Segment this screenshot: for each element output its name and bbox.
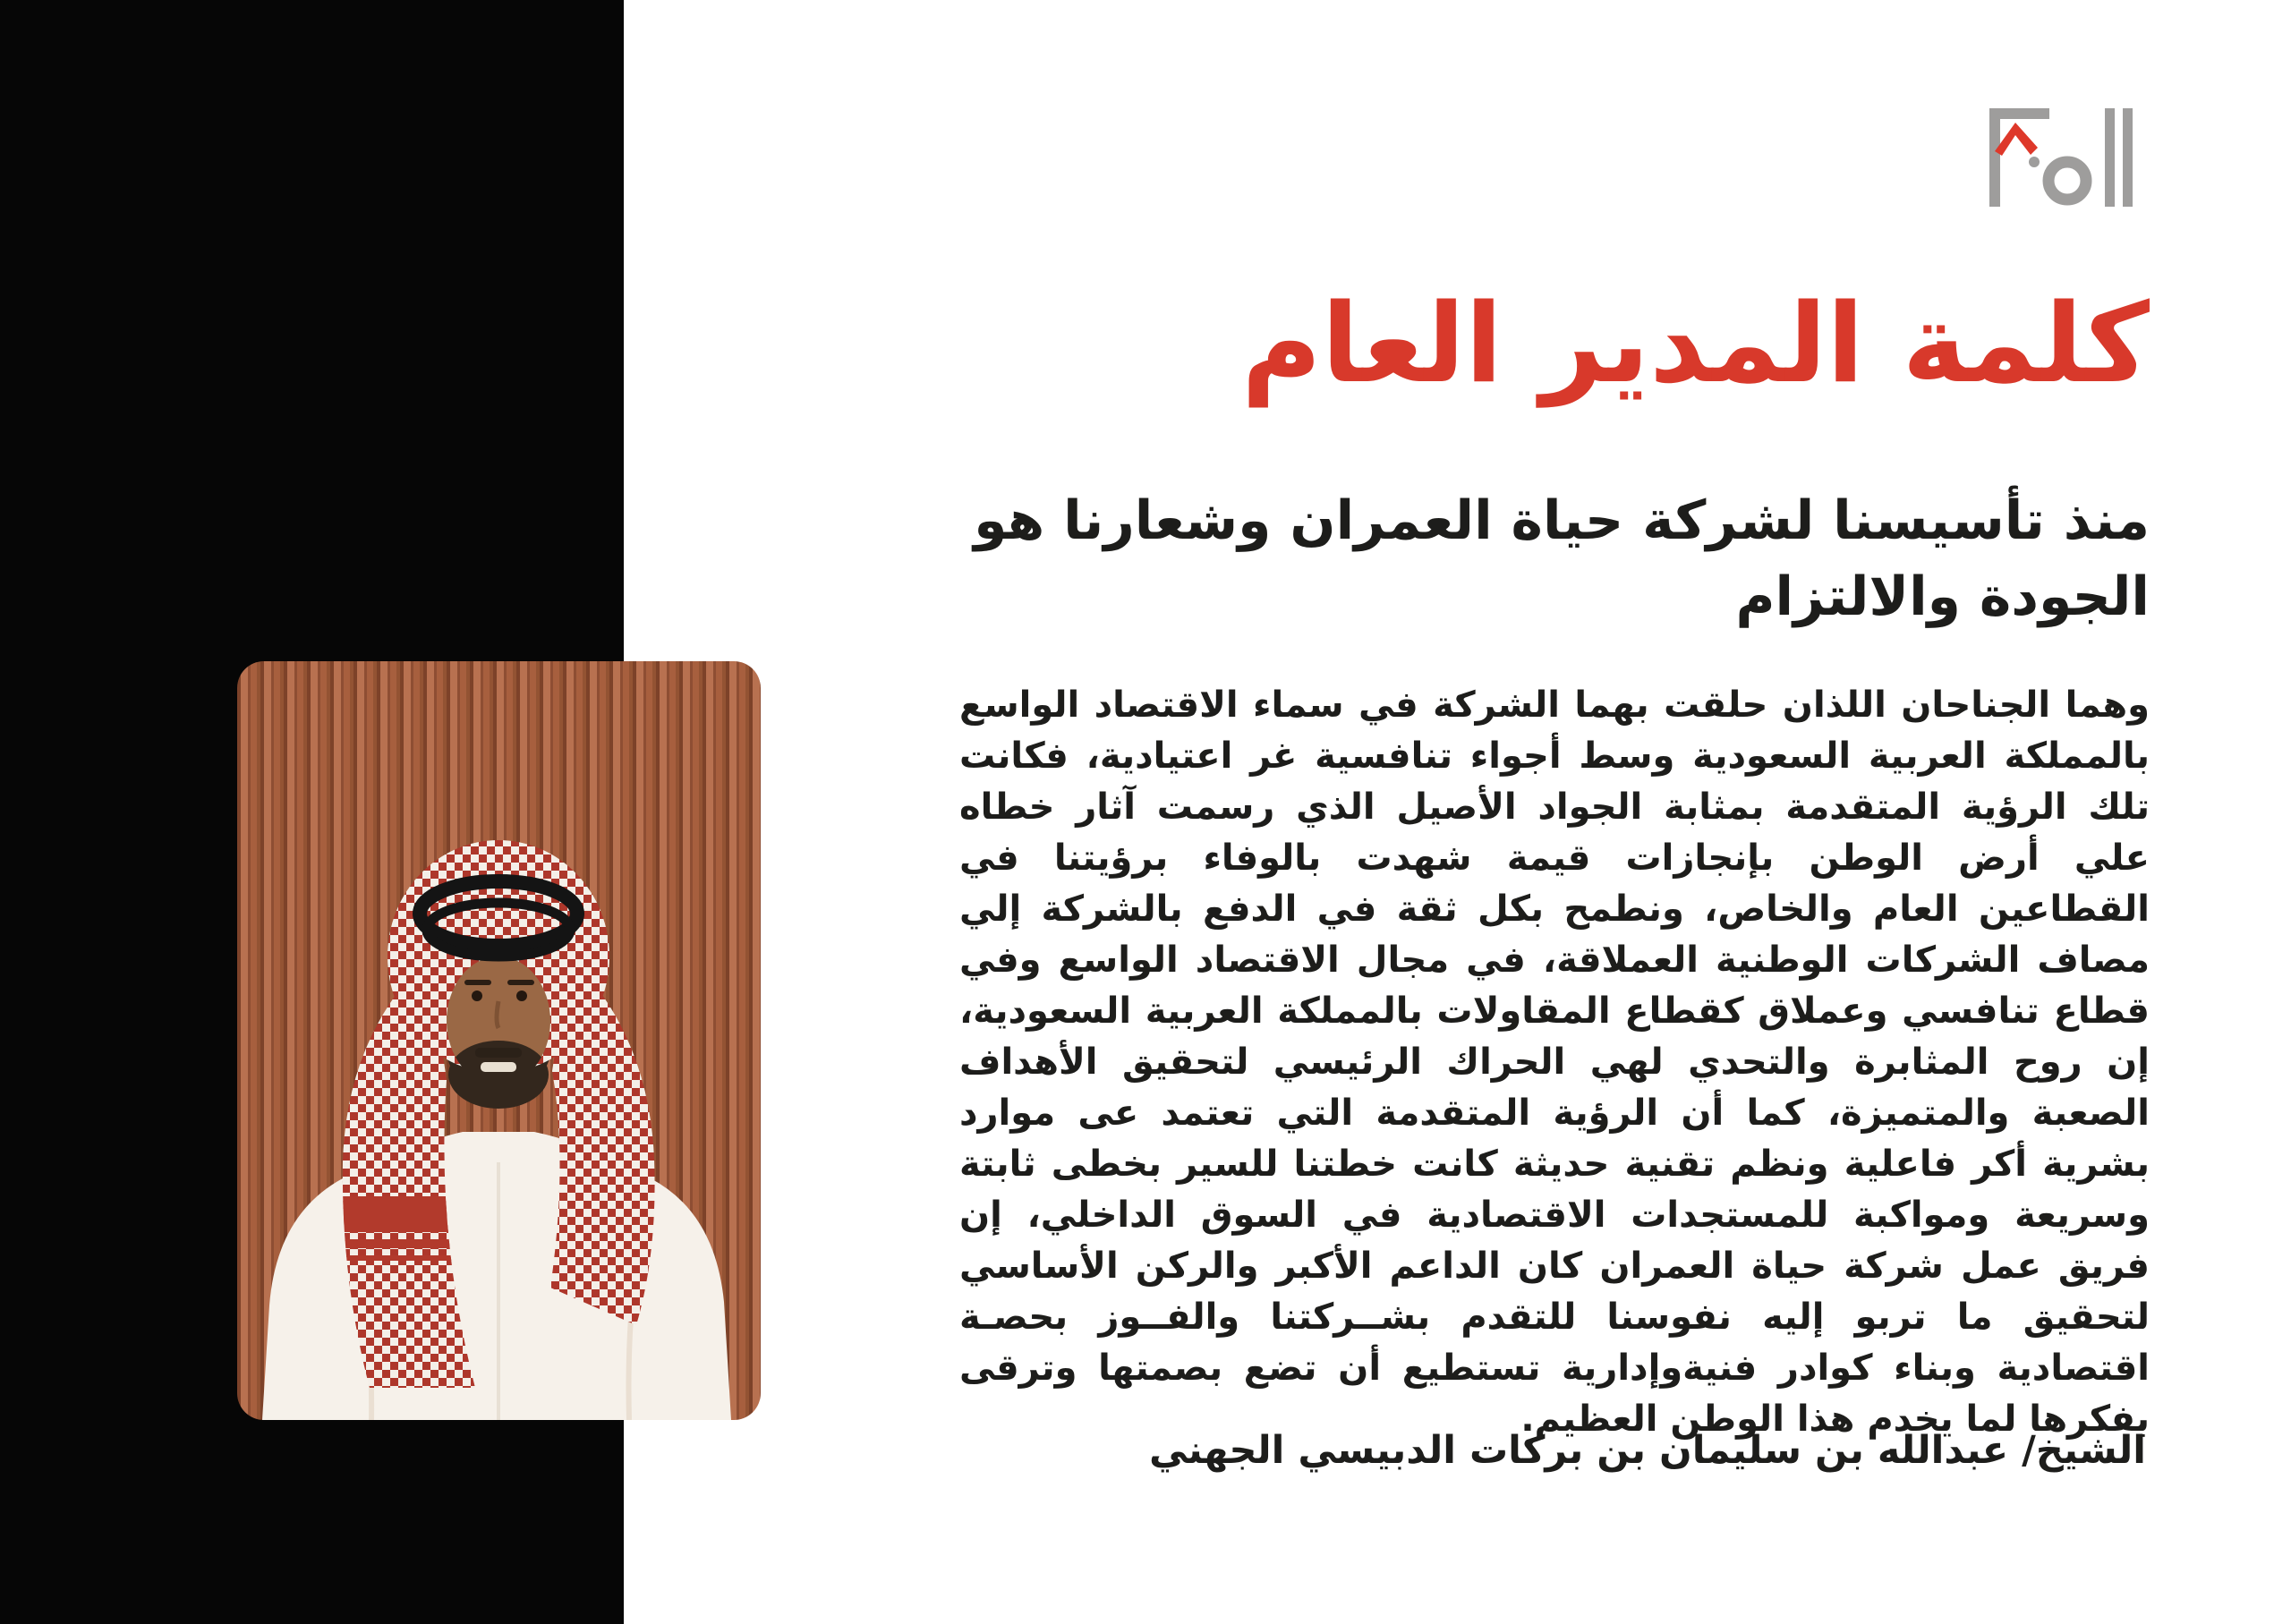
general-manager-photo xyxy=(237,661,761,1420)
logo-roof-icon xyxy=(1995,123,2038,156)
hayat-al-omran-logo xyxy=(1989,108,2133,207)
logo-graphic xyxy=(1989,108,2133,207)
page-title: كلمة المدير العام xyxy=(1241,280,2150,407)
gm-message-paragraph: وهما الجناحان اللذان حلقت بهما الشركة في سماء الاقتصاد الواسع بالمملكة العربية السعودية وسط أجواء تنافسية غر اعتيادية، فكانت تلك الرؤية المتقدمة بمثابة الجواد الأصيل الذي رسمت آثار خطاه علي أرض الوطن بإنجازات قيمة شهدت بالوفاء برؤيتنا في القطاعين العام والخاص، ونطمح بكل ثقة في الدفع بالشركة إلي مصاف الشركات الوطنية العملاقة، في مجال الاقتصاد الواسع وفي قطاع تنافسي وعملاق كقطاع المقاولات بالمملكة العربية السعودية، إن روح المثابرة والتحدي لهي الحراك الرئيسي لتحقيق الأهداف الصعبة والمتميزة، كما أن الرؤية المتقدمة التي تعتمد عى موارد بشرية أكر فاعلية ونظم تقنية حديثة كانت خطتنا للسير بخطى ثابتة وسريعة ومواكبة للمستجدات الاقتصادية في السوق الداخلي، إن فريق عمل شركة حياة العمران كان الداعم الأكبر والركن الأساسي لتحقيق ما تربو إليه نفوسنا للتقدم بشــركتنا والفــوز بحصـة اقتصادية وبناء كوادر فنيةوإدارية تستطيع أن تضع بصمتها وترقى بفكرها لما يخدم هذا الوطن العظيم. xyxy=(959,684,2150,1440)
gm-portrait-graphic xyxy=(237,661,761,1420)
signature-line: الشيخ/ عبدالله بن سليمان بن بركات الدبيسي الجهني xyxy=(1149,1428,2146,1473)
subtitle: منذ تأسيسنا لشركة حياة العمران وشعارنا هو الجودة والالتزام xyxy=(974,489,2150,629)
